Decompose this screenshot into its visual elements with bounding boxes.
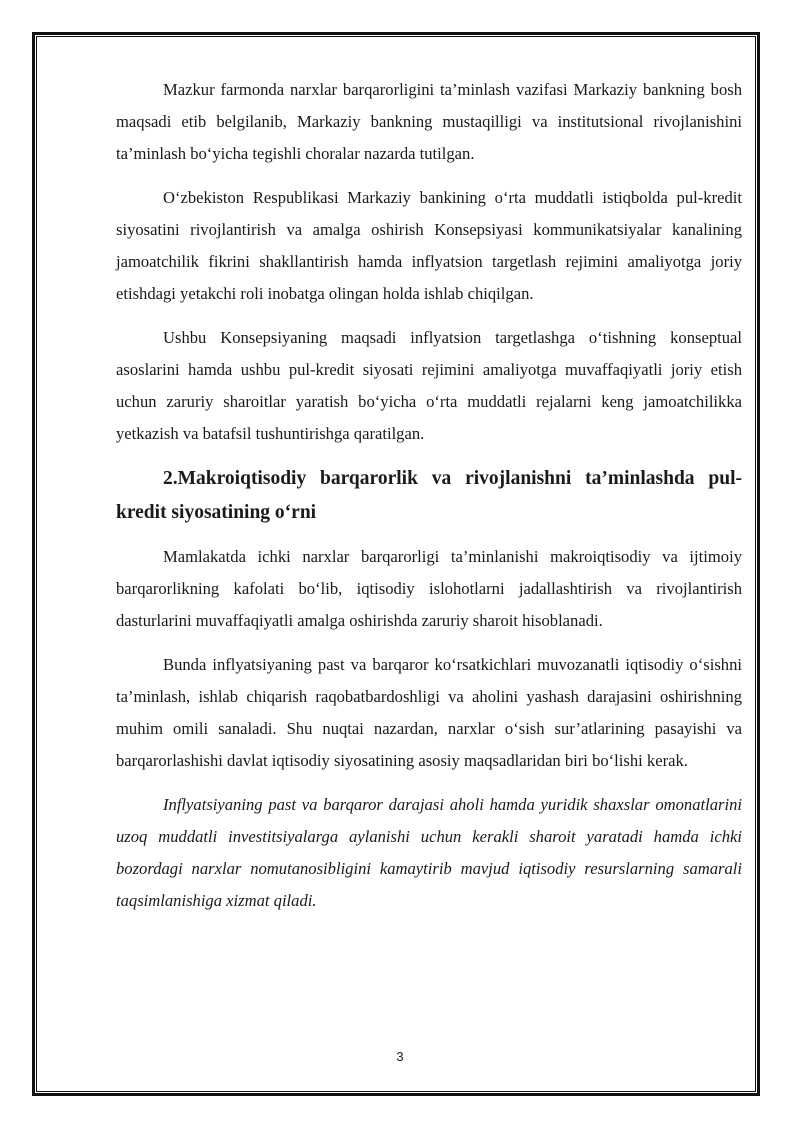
section-heading: 2.Makroiqtisodiy barqarorlik va rivojlanishni ta’minlashda pul-kredit siyosatining o‘rni xyxy=(116,468,742,523)
paragraph-italic-inflation-effects: Inflyatsiyaning past va barqaror darajasi aholi hamda yuridik shaxslar omonatlarini uzoq muddatli investitsiyalarga aylanishi uchun kerakli sharoit yaratadi hamda ichki bozordagi narxlar nomutanosibligini kamaytirib mavjud iqtisodiy resurslarning samarali taqsimlanishiga xizmat qiladi. xyxy=(116,795,742,910)
page-number: 3 xyxy=(396,1049,404,1064)
paragraph-low-inflation: Bunda inflyatsiyaning past va barqaror ko‘rsatkichlari muvozanatli iqtisodiy o‘sishni ta’minlash, ishlab chiqarish raqobatbardoshligi va aholini yashash darajasini oshirishning muhim omili sanaladi. Shu nuqtai nazardan, narxlar o‘sish sur’atlarining pasayishi va barqarorlashishi davlat iqtisodiy siyosatining asosiy maqsadlaridan biri bo‘lishi kerak. xyxy=(116,655,742,770)
paragraph-price-stability: Mamlakatda ichki narxlar barqarorligi ta’minlanishi makroiqtisodiy va ijtimoiy barqarorlikning kafolati bo‘lib, iqtisodiy islohotlarni jadallashtirish va rivojlantirish dasturlarini muvaffaqiyatli amalga oshirishda zaruriy sharoit hisoblanadi. xyxy=(116,547,742,630)
paragraph-concept-purpose: Ushbu Konsepsiyaning maqsadi inflyatsion targetlashga o‘tishning konseptual asoslarini hamda ushbu pul-kredit siyosati rejimini amaliyotga muvaffaqiyatli joriy etish uchun zaruriy sharoitlar yaratish bo‘yicha o‘rta muddatli rejalarni keng jamoatchilikka yetkazish va batafsil tushuntirishga qaratilgan. xyxy=(116,328,742,443)
paragraph-decree-goal: Mazkur farmonda narxlar barqarorligini ta’minlash vazifasi Markaziy bankning bosh maqsadi etib belgilanib, Markaziy bankning mustaqilligi va institutsional rivojlanishini ta’minlash bo‘yicha tegishli choralar nazarda tutilgan. xyxy=(116,80,742,163)
paragraph-concept-development: O‘zbekiston Respublikasi Markaziy bankining o‘rta muddatli istiqbolda pul-kredit siyosatini rivojlantirish va amalga oshirish Konsepsiyasi kommunikatsiyalar kanalining jamoatchilik fikrini shakllantirish hamda inflyatsion targetlash rejimini amaliyotga joriy etishdagi yetakchi roli inobatga olingan holda ishlab chiqilgan. xyxy=(116,188,742,303)
document-body xyxy=(116,74,742,929)
